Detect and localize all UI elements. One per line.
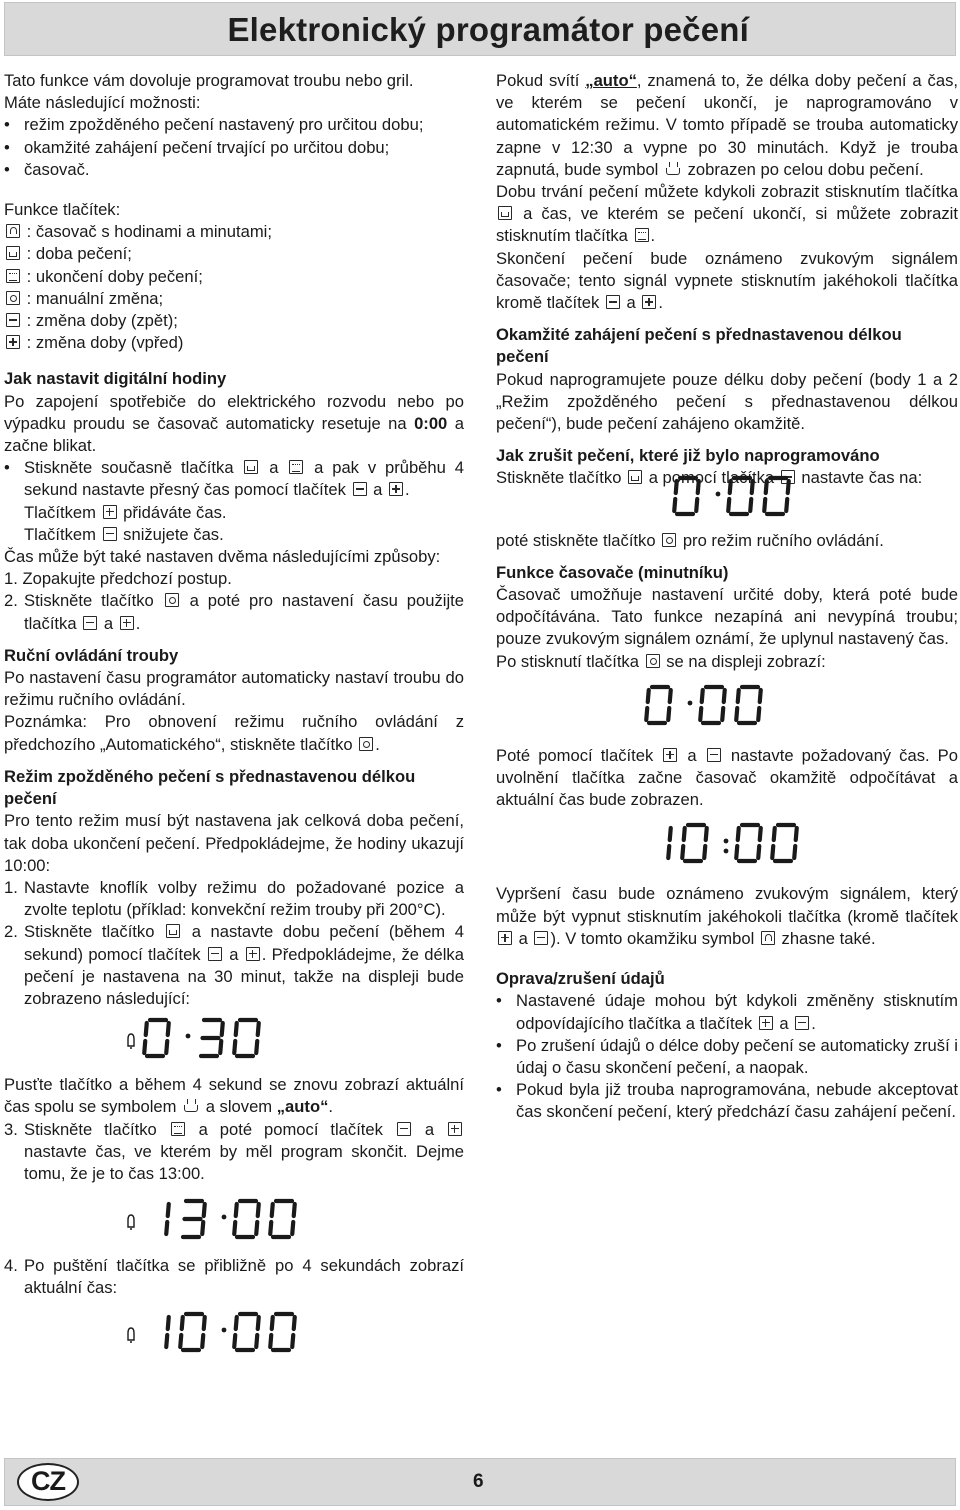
display-segment <box>682 846 683 858</box>
oven-display <box>4 1300 464 1370</box>
minus-button-icon <box>83 616 97 630</box>
paragraph: Pro tento režim musí být nastavena jak celková doba pečení, tak doba ukončení pečení. Předpokládejme, že hodiny ukazují 10:00: <box>4 811 464 875</box>
display-digit <box>646 687 671 723</box>
section-heading: Jak nastavit digitální hodiny <box>4 369 227 389</box>
display-segment <box>180 1335 181 1347</box>
display-digit <box>736 825 761 861</box>
display-segment <box>182 1317 183 1329</box>
display-digit <box>736 687 761 723</box>
minus-button-icon <box>795 1016 809 1030</box>
display-digit <box>674 478 699 514</box>
display-segment <box>648 690 649 702</box>
display-segment <box>202 1335 203 1347</box>
legend-text: : doba pečení; <box>26 244 132 264</box>
legend-text: : ukončení doby pečení; <box>26 266 203 286</box>
plus-button-icon <box>663 748 677 762</box>
list-item: • časovač. <box>4 159 464 181</box>
button-legend <box>4 221 464 354</box>
display-segment <box>204 1204 205 1216</box>
display-digit <box>700 687 725 723</box>
display-segment <box>272 1204 273 1216</box>
list-item: • Nastavené údaje mohou být kdykoli změněny stisknutím odpovídajícího tlačítka a tlačítek a . <box>496 990 958 1034</box>
duration-button-icon <box>166 924 180 938</box>
display-digits <box>496 673 958 735</box>
section-heading: Jak zrušit pečení, které již bylo naprogramováno <box>496 446 880 466</box>
display-segment <box>684 828 685 840</box>
display-segment <box>220 1041 221 1053</box>
end-time-button-icon <box>289 460 303 474</box>
numbered-step: 1. Nastavte knoflík volby režimu do požadované pozice a zvolte teplotu (příklad: konvekční režim trouby při 200°C). <box>4 877 464 920</box>
display-segment <box>222 1023 223 1035</box>
display-digit <box>183 1201 205 1237</box>
display-segment <box>668 708 669 720</box>
left-column <box>4 70 464 1370</box>
display-colon <box>222 1327 227 1332</box>
legend-text: : manuální změna; <box>26 288 164 308</box>
display-segment <box>760 690 761 702</box>
minus-button-icon <box>707 748 721 762</box>
display-colon <box>716 491 721 496</box>
paragraph: Tlačítkem přidáváte čas. <box>24 502 227 522</box>
display-segment <box>698 481 699 493</box>
numbered-step: 2. Stiskněte tlačítko a poté pro nastavení času použijte tlačítka a . <box>4 591 464 633</box>
minus-button-icon <box>534 931 548 945</box>
list-item: • Pokud byla již trouba naprogramována, nebude akceptovat čas skončení pečení, který předchází času zahájení pečení. <box>496 1079 958 1123</box>
minus-button-icon <box>353 482 367 496</box>
display-digit <box>728 478 753 514</box>
display-segment <box>168 1204 169 1216</box>
display-segment <box>258 1023 259 1035</box>
page-number: 6 <box>473 1471 484 1492</box>
plus-button-icon <box>498 931 512 945</box>
title-bar <box>4 2 956 56</box>
intro-text: Tato funkce vám dovoluje programovat troubu nebo gril. <box>4 71 414 90</box>
display-digit <box>270 1314 295 1350</box>
oven-display <box>496 673 958 745</box>
plus-button-icon <box>759 1016 773 1030</box>
display-segment <box>646 708 647 720</box>
bell-icon <box>128 1328 134 1342</box>
manual-button-icon <box>662 533 676 547</box>
paragraph: 1. Zopakujte předchozí postup. <box>4 569 232 589</box>
numbered-step: 4. Po puštění tlačítka se přibližně po 4 sekundách zobrazí aktuální čas: <box>4 1256 464 1298</box>
bell-button-icon <box>6 224 20 238</box>
display-segment <box>204 1317 205 1329</box>
correction-list <box>496 990 958 1123</box>
paragraph: Vypršení času bude oznámeno zvukovým signálem, který může být vypnut stisknutím jakéhokoli tlačítka (kromě tlačítek a ). V tomto okamžiku symbol zhasne také. <box>496 884 958 948</box>
bell-icon <box>128 1215 134 1229</box>
numbered-step: 3. Stiskněte tlačítko a poté pomocí tlačítek a nastavte čas, ve kterém by měl program skončit. Dejme tomu, že je to čas 13:00. <box>4 1119 464 1183</box>
section-heading: Funkce časovače (minutníku) <box>496 562 729 582</box>
display-digit <box>234 1020 259 1056</box>
language-badge: CZ <box>17 1463 79 1501</box>
display-segment <box>256 1335 257 1347</box>
display-digit <box>270 1201 295 1237</box>
display-segment <box>730 481 731 493</box>
display-segment <box>166 1335 167 1347</box>
oven-display <box>496 472 958 518</box>
right-column <box>496 70 958 1124</box>
bell-icon <box>128 1034 134 1048</box>
display-segment <box>294 1204 295 1216</box>
display-segment <box>272 1317 273 1329</box>
display-segment <box>764 499 765 511</box>
end-time-button-icon <box>6 269 20 283</box>
display-segment <box>270 1222 271 1234</box>
display-segment <box>758 846 759 858</box>
display-segment <box>702 690 703 702</box>
legend-text: : změna doby (zpět); <box>26 311 178 331</box>
display-segment <box>146 1023 147 1035</box>
list-item: • režim zpožděného pečení nastavený pro určitou dobu; <box>4 114 464 136</box>
display-segment <box>292 1335 293 1347</box>
plus-button-icon <box>6 335 20 349</box>
paragraph: Pokud naprogramujete pouze délku doby pečení (body 1 a 2 „Režim zpožděného pečení s přednastavenou délkou pečení“), bude pečení zahájeno okamžitě. <box>496 369 958 434</box>
manual-button-icon <box>359 737 373 751</box>
plus-button-icon <box>448 1122 462 1136</box>
duration-button-icon <box>6 246 20 260</box>
display-segment <box>676 481 677 493</box>
manual-button-icon <box>165 593 179 607</box>
list-item: • Po zrušení údajů o délce doby pečení se automaticky zruší i údaj o času skončení pečení, a naopak. <box>496 1035 958 1079</box>
display-segment <box>668 846 669 858</box>
legend-text: : změna doby (vpřed) <box>26 333 184 353</box>
display-segment <box>236 1023 237 1035</box>
display-segment <box>234 1222 235 1234</box>
paragraph: Časovač umožňuje nastavení určité doby, která poté bude odpočítávána. Tato funkce nezapíná ani nevypíná troubu; pouze zvukovým signálem oznámí, že uplynul nastavený čas. <box>496 585 958 649</box>
display-segment <box>758 708 759 720</box>
display-segment <box>236 1317 237 1329</box>
plus-button-icon <box>103 505 117 519</box>
plus-button-icon <box>389 482 403 496</box>
footer-bar <box>4 1458 956 1506</box>
display-digits <box>4 1185 464 1247</box>
display-digit <box>234 1201 259 1237</box>
display-segment <box>774 828 775 840</box>
oven-display <box>4 1010 464 1074</box>
display-segment <box>736 846 737 858</box>
display-segment <box>706 828 707 840</box>
minus-button-icon <box>397 1122 411 1136</box>
paragraph: Skončení pečení bude oznámeno zvukovým signálem časovače; tento signál vypnete stisknutím jakéhokoli tlačítka kromě tlačítek a . <box>496 248 958 313</box>
options-list <box>4 114 464 181</box>
display-segment <box>234 1335 235 1347</box>
display-segment <box>738 828 739 840</box>
plus-button-icon <box>246 947 260 961</box>
display-segment <box>292 1222 293 1234</box>
display-segment <box>674 499 675 511</box>
display-segment <box>168 1317 169 1329</box>
display-segment <box>728 499 729 511</box>
display-colon <box>222 1215 227 1220</box>
display-digit <box>764 478 789 514</box>
display-segment <box>256 1041 257 1053</box>
display-colon <box>724 839 729 844</box>
display-segment <box>738 690 739 702</box>
display-segment <box>752 481 753 493</box>
display-segment <box>766 481 767 493</box>
section-heading: Režim zpožděného pečení s přednastavenou délkou pečení <box>4 766 416 809</box>
display-digit <box>166 1317 169 1347</box>
display-digit <box>180 1314 205 1350</box>
paragraph: poté stiskněte tlačítko pro režim ručního ovládání. <box>496 530 884 550</box>
display-segment <box>294 1317 295 1329</box>
display-colon <box>688 700 693 705</box>
display-segment <box>258 1204 259 1216</box>
display-digit <box>682 825 707 861</box>
oven-display <box>4 1185 464 1255</box>
paragraph: Stiskněte tlačítko a pomocí tlačítka nastavte čas na: <box>496 468 923 488</box>
display-digits <box>4 1010 464 1072</box>
display-digits <box>4 1300 464 1362</box>
paragraph: Po nastavení času programátor automaticky nastaví troubu do režimu ručního ovládání. <box>4 668 464 710</box>
display-digit <box>234 1314 259 1350</box>
paragraph: Po stisknutí tlačítka se na displeji zobrazí: <box>496 651 826 671</box>
display-digit <box>166 1204 169 1234</box>
display-segment <box>236 1204 237 1216</box>
display-segment <box>772 846 773 858</box>
display-colon <box>724 849 729 854</box>
display-digit <box>772 825 797 861</box>
plus-button-icon <box>642 295 656 309</box>
duration-button-icon <box>244 460 258 474</box>
display-segment <box>144 1041 145 1053</box>
display-colon <box>186 1034 191 1039</box>
manual-button-icon <box>6 291 20 305</box>
end-time-button-icon <box>171 1122 185 1136</box>
paragraph: Poznámka: Pro obnovení režimu ručního ovládání z předchozího „Automatického“, stiskněte tlačítko . <box>4 712 464 754</box>
minus-button-icon <box>103 527 117 541</box>
page-title: Elektronický programátor pečení <box>227 11 749 48</box>
display-segment <box>724 690 725 702</box>
section-heading: Ruční ovládání trouby <box>4 645 179 665</box>
display-digit <box>201 1020 223 1056</box>
display-segment <box>760 828 761 840</box>
display-segment <box>166 1222 167 1234</box>
paragraph: Dobu trvání pečení můžete kdykoli zobrazit stisknutím tlačítka a čas, ve kterém se pečení ukončí, si můžete zobrazit stisknutím tlačítka . <box>496 182 958 246</box>
duration-button-icon <box>498 206 512 220</box>
display-segment <box>166 1041 167 1053</box>
paragraph: Pokud svítí „auto“, znamená to, že délka doby pečení a čas, ve kterém se pečení ukončí, je naprogramováno v automatickém režimu. V tomto případě se trouba automaticky zapne v 12:30 a vypne po 30 minutách. Když je trouba zapnutá, bude symbol zobrazen po celou dobu pečení. <box>496 71 958 179</box>
display-segment <box>234 1041 235 1053</box>
minus-button-icon <box>6 313 20 327</box>
section-heading: Okamžité zahájení pečení s přednastavenou délkou pečení <box>496 325 902 367</box>
display-digit <box>144 1020 169 1056</box>
clock-steps <box>4 457 464 501</box>
display-segment <box>736 708 737 720</box>
bell-button-icon <box>761 931 775 945</box>
display-segment <box>670 690 671 702</box>
display-segment <box>270 1335 271 1347</box>
display-segment <box>670 828 671 840</box>
display-segment <box>258 1317 259 1329</box>
display-digits <box>496 472 958 528</box>
paragraph: Pusťte tlačítko a během 4 sekund se znovu zobrazí aktuální čas spolu se symbolem a slovem „auto“. <box>4 1075 464 1117</box>
paragraph: Čas může být také nastaven dvěma následujícími způsoby: <box>4 547 441 567</box>
intro-text: Máte následující možnosti: <box>4 93 201 113</box>
section-heading: Oprava/zrušení údajů <box>496 969 665 989</box>
display-segment <box>750 499 751 511</box>
display-digit <box>668 828 671 858</box>
display-segment <box>788 481 789 493</box>
display-segment <box>794 846 795 858</box>
display-digits <box>496 811 958 873</box>
cooking-pot-icon <box>665 162 681 176</box>
display-segment <box>704 846 705 858</box>
manual-button-icon <box>646 654 660 668</box>
numbered-step: 2. Stiskněte tlačítko a nastavte dobu pečení (během 4 sekund) pomocí tlačítek a . Předpokládejme, že délka pečení je nastavena na 30 minut, takže na displeji bude zobrazeno následující: <box>4 922 464 1008</box>
display-segment <box>256 1222 257 1234</box>
plus-button-icon <box>120 616 134 630</box>
display-segment <box>168 1023 169 1035</box>
paragraph: Po zapojení spotřebiče do elektrického rozvodu nebo po výpadku proudu se časovač automaticky resetuje na 0:00 a začne blikat. <box>4 391 464 456</box>
legend-text: : časovač s hodinami a minutami; <box>26 222 272 242</box>
display-segment <box>722 708 723 720</box>
paragraph: Tlačítkem snižujete čas. <box>24 524 224 544</box>
minus-button-icon <box>606 295 620 309</box>
end-time-button-icon <box>635 228 649 242</box>
display-segment <box>202 1222 203 1234</box>
oven-display <box>496 811 958 883</box>
buttons-heading: Funkce tlačítek: <box>4 200 121 220</box>
list-item: • okamžité zahájení pečení trvající po určitou dobu; <box>4 137 464 159</box>
display-segment <box>796 828 797 840</box>
cooking-pot-icon <box>183 1099 199 1113</box>
display-segment <box>696 499 697 511</box>
display-segment <box>786 499 787 511</box>
paragraph: Poté pomocí tlačítek a nastavte požadovaný čas. Po uvolnění tlačítka začne časovač okamžitě odpočítávat a aktuální čas bude zobrazen. <box>496 745 958 810</box>
minus-button-icon <box>208 947 222 961</box>
list-item: • Stiskněte současně tlačítka a a pak v průběhu 4 sekund nastavte přesný čas pomocí tlačítek a . <box>4 457 464 501</box>
display-segment <box>700 708 701 720</box>
